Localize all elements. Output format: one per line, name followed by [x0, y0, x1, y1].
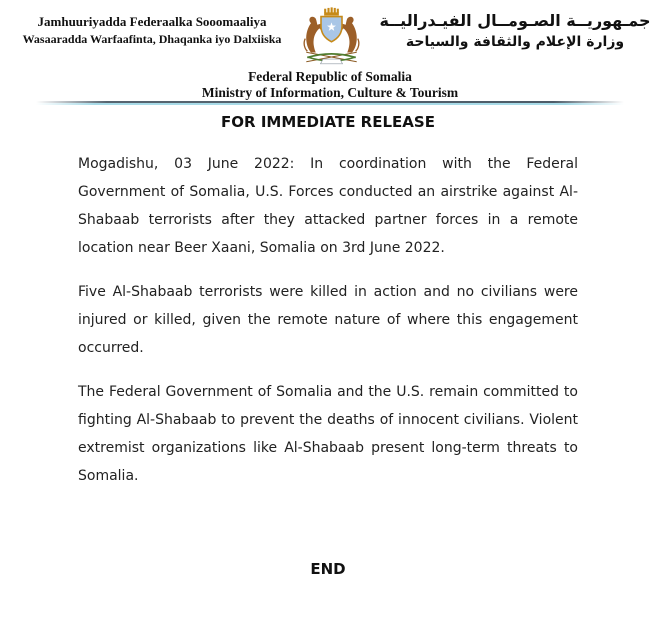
crown-icon	[324, 7, 339, 15]
release-paragraph-1: Mogadishu, 03 June 2022: In coordination with the Federal Government of Somalia, U.S. Forces conducted an airstrike against Al-Shabaab terrorists after they attacked partner forces in a remote location near Beer Xaani, Somalia on 3rd June 2022.	[78, 156, 578, 256]
divider-light-rule	[36, 103, 624, 105]
release-paragraph-2: Five Al-Shabaab terrorists were killed in action and no civilians were injured or killed, given the remote nature of where this engagement occurred.	[78, 284, 578, 356]
letterhead-arabic	[374, 9, 656, 52]
ribbon-icon	[320, 59, 342, 64]
letterhead-somali	[18, 13, 286, 48]
release-heading: FOR IMMEDIATE RELEASE	[221, 113, 435, 131]
english-republic-title: Federal Republic of Somalia	[248, 69, 412, 84]
arabic-republic-title: جمـهوريــة الصـومــال الفيـدراليــة	[379, 11, 651, 30]
shield-icon	[321, 17, 342, 42]
somali-republic-title: Jamhuuriyadda Federaalka Sooomaaliya	[37, 14, 267, 29]
release-paragraph-3: The Federal Government of Somalia and the U.S. remain committed to fighting Al-Shabaab to prevent the deaths of innocent civilians. Violent extremist organizations like Al-Shabaab present long-term threats to Somalia.	[78, 384, 578, 484]
header-divider	[36, 101, 624, 105]
somali-ministry-title: Wasaaradda Warfaafinta, Dhaqanka iyo Dalxiiska	[22, 32, 282, 46]
release-body	[78, 112, 578, 578]
somalia-coat-of-arms-icon	[300, 5, 363, 67]
letterhead-english	[0, 69, 660, 100]
english-ministry-title: Ministry of Information, Culture & Tourism	[201, 84, 459, 100]
end-label: END	[310, 560, 346, 578]
arabic-ministry-title: وزارة الإعلام والثقافة والسياحة	[405, 34, 625, 50]
